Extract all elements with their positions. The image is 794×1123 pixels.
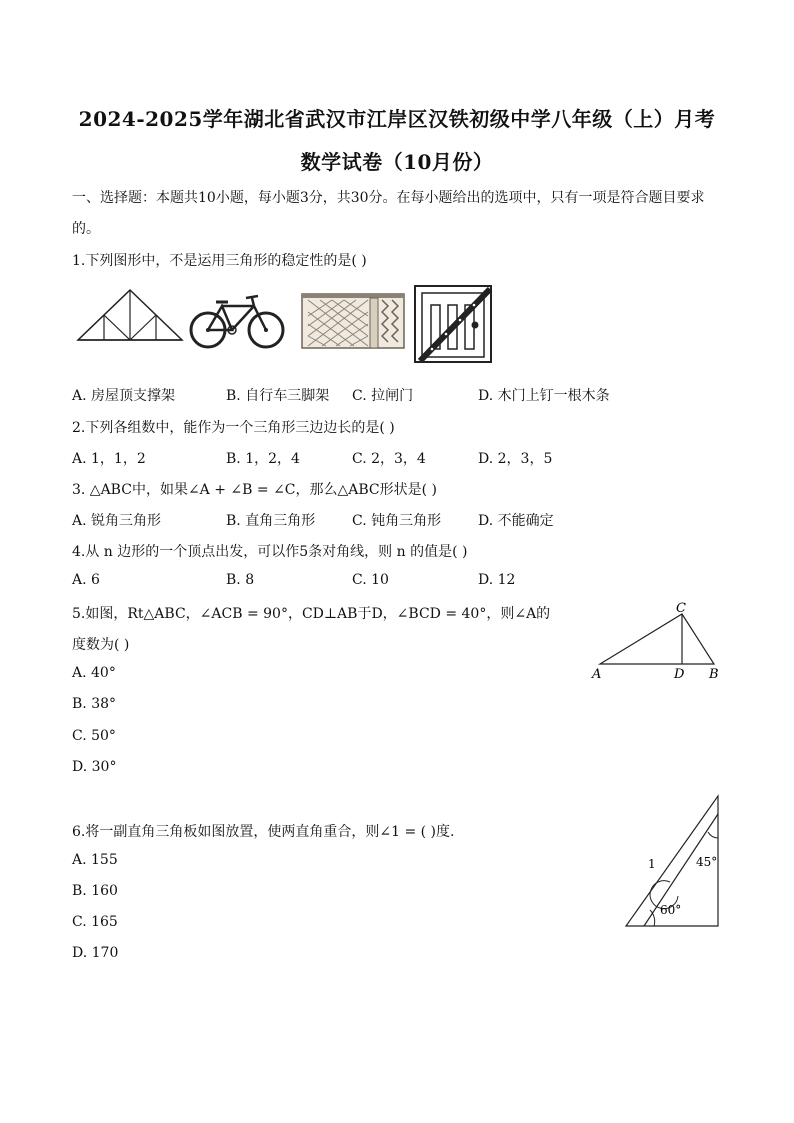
q2-option-d[interactable]: D. 2，3，5 xyxy=(478,451,553,467)
q1-option-b[interactable]: B. 自行车三脚架 xyxy=(226,388,330,404)
label-b: B xyxy=(709,667,719,682)
angle-60-label: 60° xyxy=(660,903,682,917)
question-5-stem-cont: 度数为( ) xyxy=(72,637,130,653)
angle-1-label: 1 xyxy=(648,857,656,871)
bicycle-figure xyxy=(188,290,286,352)
label-a: A xyxy=(592,667,602,682)
label-c: C xyxy=(676,601,686,616)
question-1-stem: 1.下列图形中，不是运用三角形的稳定性的是( ) xyxy=(72,253,367,269)
q2-option-b[interactable]: B. 1，2，4 xyxy=(226,451,300,467)
question-2-stem: 2.下列各组数中，能作为一个三角形三边边长的是( ) xyxy=(72,420,395,436)
q3-option-c[interactable]: C. 钝角三角形 xyxy=(352,513,442,529)
q6-option-d[interactable]: D. 170 xyxy=(72,945,119,961)
q5-option-c[interactable]: C. 50° xyxy=(72,728,116,744)
q6-option-b[interactable]: B. 160 xyxy=(72,883,118,899)
q1-option-a[interactable]: A. 房屋顶支撑架 xyxy=(72,388,176,404)
exam-title-line2: 数学试卷（10月份） xyxy=(300,150,494,174)
right-triangle-abc-figure xyxy=(588,598,724,684)
question-5-stem: 5.如图，Rt△ABC，∠ACB = 90°，CD⊥AB于D，∠BCD = 40°，则∠A的 xyxy=(72,606,551,622)
q4-option-d[interactable]: D. 12 xyxy=(478,572,516,588)
q5-option-d[interactable]: D. 30° xyxy=(72,759,117,775)
q6-option-a[interactable]: A. 155 xyxy=(72,852,118,868)
exam-title-line1: 2024-2025学年湖北省武汉市江岸区汉铁初级中学八年级（上）月考 xyxy=(78,107,716,131)
q2-option-c[interactable]: C. 2，3，4 xyxy=(352,451,426,467)
q5-option-a[interactable]: A. 40° xyxy=(72,665,116,681)
q1-option-d[interactable]: D. 木门上钉一根木条 xyxy=(478,388,610,404)
q2-option-a[interactable]: A. 1，1，2 xyxy=(72,451,146,467)
folding-gate-figure xyxy=(300,290,406,350)
q4-option-a[interactable]: A. 6 xyxy=(72,572,100,588)
angle-45-label: 45° xyxy=(696,855,718,869)
q1-option-c[interactable]: C. 拉闸门 xyxy=(352,388,414,404)
section-instructions-cont: 的。 xyxy=(72,221,100,237)
roof-truss-figure xyxy=(74,284,186,346)
set-squares-figure xyxy=(620,792,724,932)
section-instructions: 一、选择题：本题共10小题，每小题3分，共30分。在每小题给出的选项中，只有一项是符合题目要求 xyxy=(72,190,705,206)
label-d: D xyxy=(674,667,685,682)
q3-option-b[interactable]: B. 直角三角形 xyxy=(226,513,316,529)
wooden-door-figure xyxy=(412,283,494,365)
q4-option-c[interactable]: C. 10 xyxy=(352,572,389,588)
q3-option-d[interactable]: D. 不能确定 xyxy=(478,513,554,529)
q5-option-b[interactable]: B. 38° xyxy=(72,696,117,712)
question-3-stem: 3. △ABC中，如果∠A + ∠B = ∠C，那么△ABC形状是( ) xyxy=(72,482,438,498)
q6-option-c[interactable]: C. 165 xyxy=(72,914,118,930)
q4-option-b[interactable]: B. 8 xyxy=(226,572,255,588)
question-4-stem: 4.从 n 边形的一个顶点出发，可以作5条对角线，则 n 的值是( ) xyxy=(72,544,468,560)
q3-option-a[interactable]: A. 锐角三角形 xyxy=(72,513,162,529)
question-6-stem: 6.将一副直角三角板如图放置，使两直角重合，则∠1 = ( )度. xyxy=(72,824,455,840)
